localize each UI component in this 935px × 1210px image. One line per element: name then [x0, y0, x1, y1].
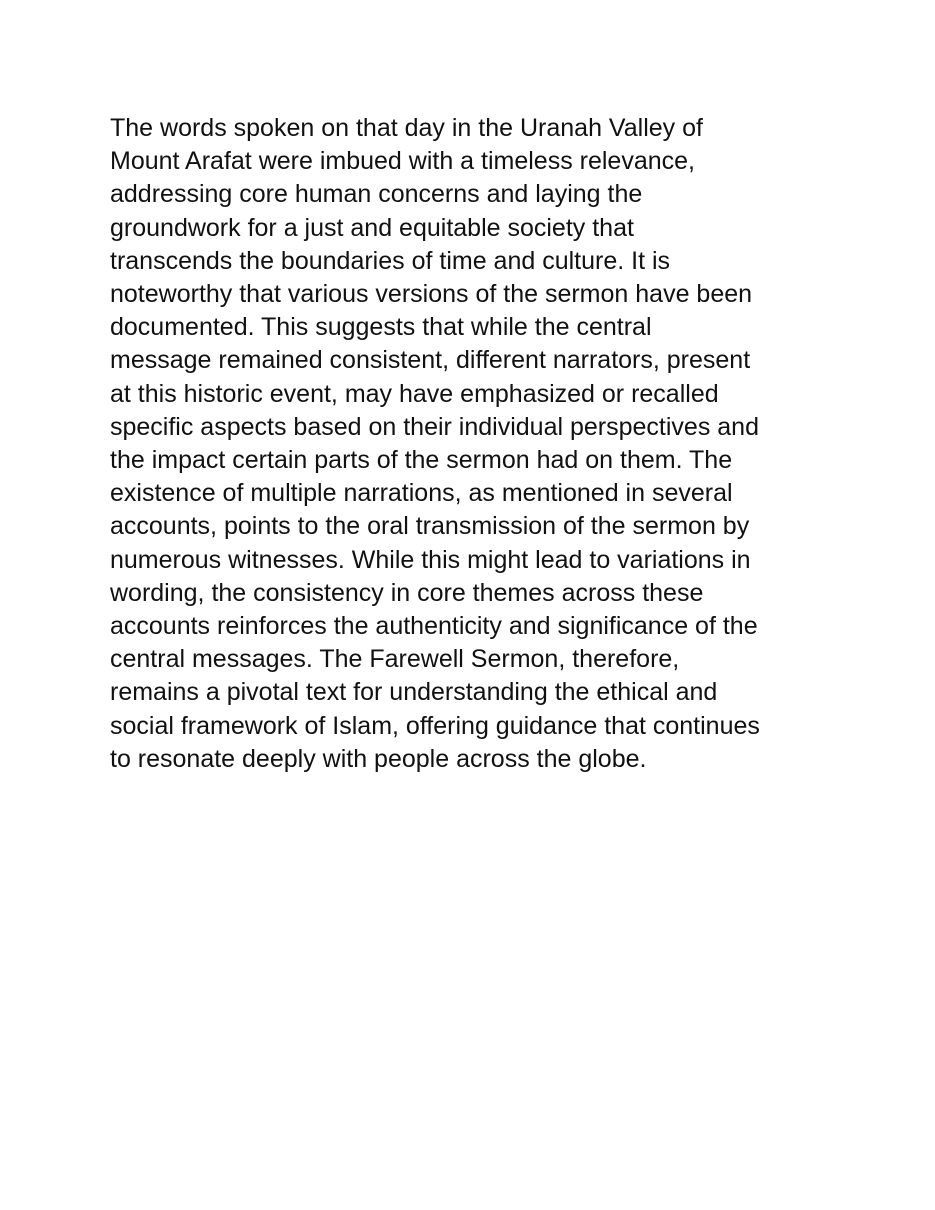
- paragraph-line: addressing core human concerns and laying the: [110, 180, 643, 209]
- body-paragraph: [110, 112, 850, 776]
- paragraph-line: message remained consistent, different narrators, present: [110, 346, 751, 375]
- paragraph-line: existence of multiple narrations, as mentioned in several: [110, 479, 733, 508]
- paragraph-line: noteworthy that various versions of the sermon have been: [110, 280, 753, 309]
- paragraph-line: at this historic event, may have emphasized or recalled: [110, 379, 719, 408]
- paragraph-line: wording, the consistency in core themes across these: [110, 578, 704, 607]
- paragraph-line: to resonate deeply with people across the globe.: [110, 744, 647, 773]
- paragraph-line: remains a pivotal text for understanding the ethical and: [110, 678, 718, 707]
- paragraph-line: specific aspects based on their individual perspectives and: [110, 412, 759, 441]
- paragraph-line: groundwork for a just and equitable society that: [110, 213, 634, 242]
- paragraph-line: social framework of Islam, offering guidance that continues: [110, 711, 760, 740]
- paragraph-line: accounts reinforces the authenticity and significance of the: [110, 612, 758, 641]
- paragraph-line: transcends the boundaries of time and culture. It is: [110, 246, 671, 275]
- paragraph-line: The words spoken on that day in the Uranah Valley of: [110, 114, 703, 142]
- paragraph-line: central messages. The Farewell Sermon, therefore,: [110, 645, 680, 674]
- paragraph-line: the impact certain parts of the sermon had on them. The: [110, 446, 733, 475]
- paragraph-line: numerous witnesses. While this might lead to variations in: [110, 545, 751, 574]
- paragraph-line: Mount Arafat were imbued with a timeless relevance,: [110, 147, 695, 176]
- paragraph-line: accounts, points to the oral transmission of the sermon by: [110, 512, 750, 541]
- paragraph-line: documented. This suggests that while the central: [110, 313, 652, 342]
